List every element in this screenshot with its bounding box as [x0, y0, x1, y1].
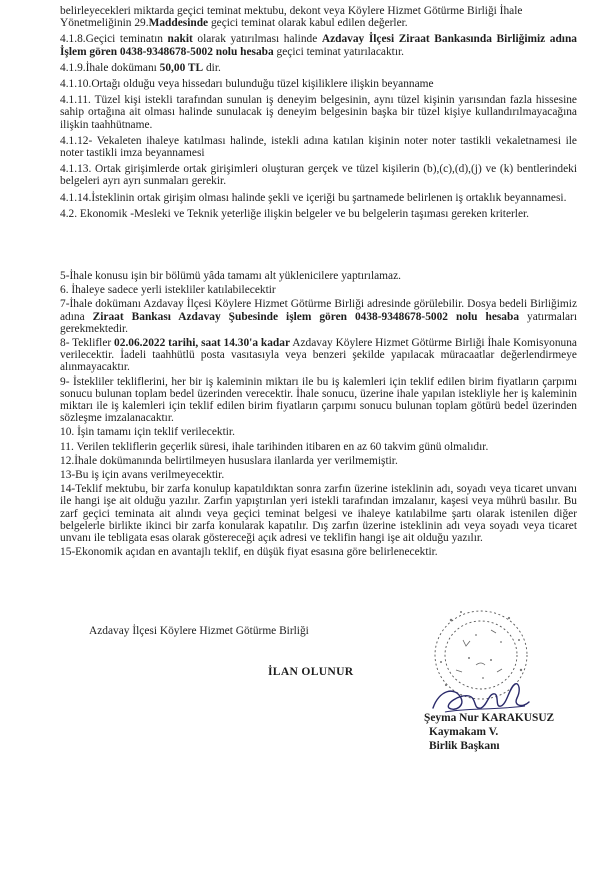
announcement-heading: İLAN OLUNUR	[268, 665, 354, 678]
bold-text: Ziraat Bankası Azdavay Şubesinde işlem gören 0438-9348678-5002 nolu hesaba	[92, 310, 520, 323]
item-11: 11. Verilen tekliflerin geçerlik süresi, ihale tarihinden itibaren en az 60 takvim günü olmalıdır.	[60, 440, 489, 453]
bold-text: Maddesinde	[148, 17, 209, 30]
text-span: yatırmaları gerekmektedir.	[60, 310, 578, 335]
tender-conditions-section	[60, 270, 577, 558]
text-span: 7-İhale dokümanı Azdavay İlçesi Köylere Hizmet Götürme Birliği adresinde görülebilir. Dosya bedeli Birliğimiz adına	[60, 298, 577, 323]
text-span: 4.1.9.İhale dokümanı	[60, 61, 160, 74]
item-4-1-10: 4.1.10.Ortağı olduğu veya hissedarı bulunduğu tüzel kişiliklere ilişkin beyanname	[60, 78, 434, 91]
signer-name: Şeyma Nur KARAKUSUZ	[424, 712, 555, 724]
paragraph-line	[60, 17, 577, 29]
signature-area	[395, 600, 595, 780]
text-span: Yönetmeliğinin 29.	[60, 17, 149, 30]
item-4-2: 4.2. Ekonomik -Mesleki ve Teknik yeterliğe ilişkin belgeler ve bu belgelerin taşıması gereken kriterler.	[60, 207, 530, 220]
item-10: 10. İşin tamamı için teklif verilecektir.	[60, 426, 235, 439]
signer-title: Kaymakam V.	[429, 726, 499, 738]
bold-text: nakit	[167, 33, 193, 46]
item-5: 5-İhale konusu işin bir bölümü yâda tamamı alt yüklenicilere yaptırılamaz.	[60, 270, 401, 282]
text-span: Azdavay Köylere Hizmet Götürme Birliği İhale Komisyonuna verilecektir. İadeli taahhütlü posta vasıtasıyla veya benzeri şekilde yapılacak müracaatlar değerlendirmeye alınmayacaktır.	[60, 337, 577, 374]
item-4-1-12: 4.1.12- Vekaleten ihaleye katılması halinde, istekli adına katılan kişinin noter noter tastikli vekaletnamesi ile noter tastikli imza beyannamesi	[60, 134, 577, 160]
item-7	[60, 298, 577, 335]
item-4-1-8	[60, 33, 577, 57]
bold-text: 50,00 TL	[159, 61, 204, 74]
text-span: dir.	[203, 61, 221, 74]
text-span: 8- Teklifler	[60, 337, 115, 350]
signer-role: Birlik Başkanı	[429, 740, 500, 752]
item-4-1-11: 4.1.11. Tüzel kişi istekli tarafından sunulan iş deneyim belgesinin, aynı tüzel kişinin yarısından fazla hissesine sahip ortağına ait olması halinde sunulacak iş deneyim belgesinin başka bir tüzel kişiye kullandırılmayacağına ilişkin taahhütname.	[60, 94, 577, 131]
bold-text: Azdavay İlçesi Ziraat Bankasında	[321, 33, 492, 46]
item-8	[60, 337, 577, 374]
item-14: 14-Teklif mektubu, bir zarfa konulup kapatıldıktan sonra zarfın üzerine isteklinin adı, soyadı veya ticaret unvanı ile hangi işe ait olduğu yazılır. Zarfın yapıştırılan yeri istekli tarafından imzalanır, kaşesi veya mührü basılır. Bu zarf geçici teminata ait alındı veya geçici teminat belgesi ve ihaleye katılabilme şartı olarak istenilen diğer belgelerle birlikte ikinci bir zarfa konularak kapatılır. Dış zarfın üzerine isteklinin adı veya soyadı veya ticaret unvanı ile tebligata esas olarak göstereceği açık adresi ve teklifin hangi işe ait olduğu yazılır.	[60, 483, 577, 545]
text-span: 4.1.8.Geçici teminatın	[60, 33, 168, 46]
item-15: 15-Ekonomik açıdan en avantajlı teklif, en düşük fiyat esasına göre belirlenecektir.	[60, 546, 438, 559]
requirements-section	[60, 5, 577, 220]
bold-text: Birliğimiz adına İşlem gören 0438-9348678-5002 nolu hesaba	[60, 33, 577, 58]
union-name: Azdavay İlçesi Köylere Hizmet Götürme Birliği	[89, 625, 309, 637]
text-span: geçici teminat yatırılacaktır.	[273, 45, 405, 58]
text-span: geçici teminat olarak kabul edilen değerler.	[208, 17, 408, 30]
paragraph-line: belirleyecekleri miktarda geçici teminat mektubu, dekont veya Köylere Hizmet Götürme Birliği İhale	[60, 5, 523, 17]
text-span: olarak yatırılması halinde	[192, 33, 322, 46]
item-4-1-14: 4.1.14.İsteklinin ortak girişim olması halinde şekli ve içeriği bu şartnamede belirlenen iş ortaklık beyannamesi.	[60, 191, 567, 204]
item-6: 6. İhaleye sadece yerli istekliler katılabilecektir	[60, 284, 276, 297]
bold-text: 02.06.2022 tarihi, saat 14.30'a kadar	[114, 337, 291, 350]
item-13: 13-Bu iş için avans verilmeyecektir.	[60, 469, 225, 482]
item-12: 12.İhale dokümanında belirtilmeyen hususlara ilanlarda yer verilmemiştir.	[60, 454, 398, 467]
item-9: 9- İstekliler tekliflerini, her bir iş kaleminin miktarı ile bu iş kalemleri için teklif edilen birim fiyatların çarpımı sonucu bulunan toplam bedel üzerinden verecektir. İhale sonucu, üzerine ihale yapılan istekliyle her iş kaleminin miktarı ile iş kalemleri için teklif edilen birim fiyatların çarpımı sonucu bulunan toplam götürü bedel üzerinden sözleşme imzalanacaktır.	[60, 375, 577, 425]
item-4-1-9	[60, 62, 577, 74]
item-4-1-13: 4.1.13. Ortak girişimlerde ortak girişimleri oluşturan gerçek ve tüzel kişilerin (b),(c),(d),(j) ve (k) bentlerindeki belgeleri ayrı ayrı sunmaları gerekir.	[60, 163, 577, 188]
